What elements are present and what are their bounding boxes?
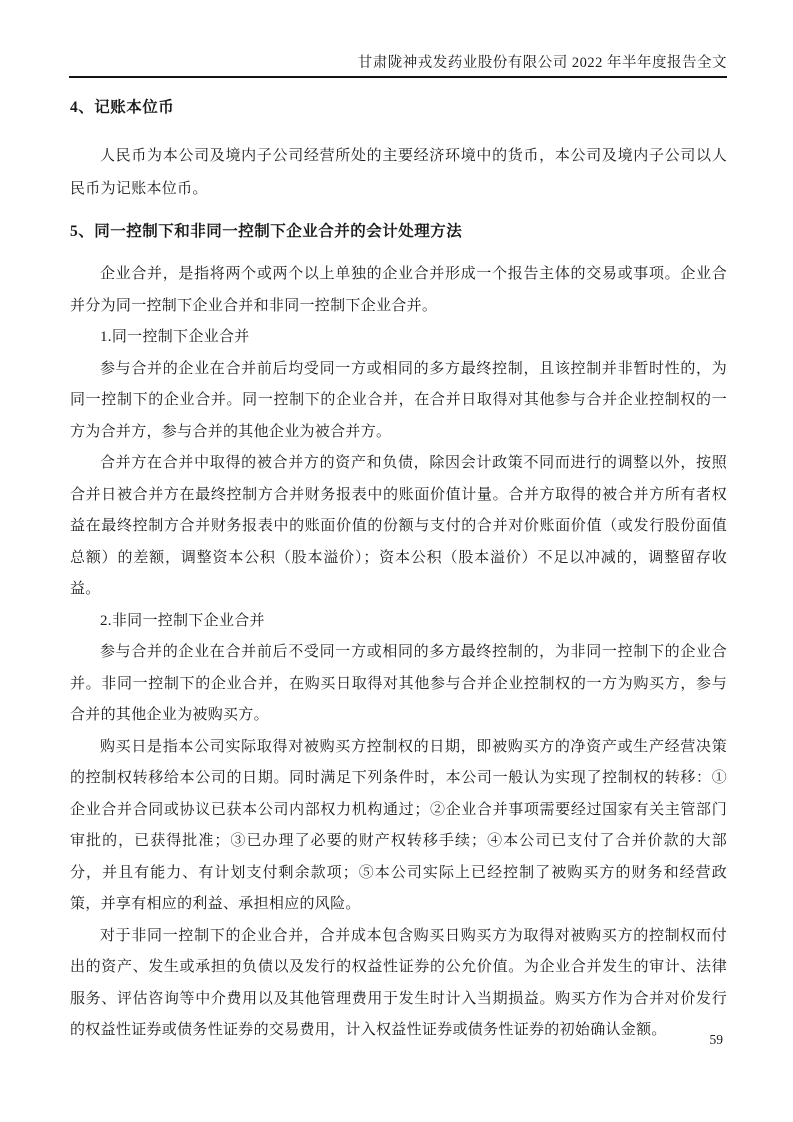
paragraph: 人民币为本公司及境内子公司经营所处的主要经济环境中的货币，本公司及境内子公司以人民币为记账本位币。 bbox=[70, 148, 727, 197]
paragraph: 参与合并的企业在合并前后不受同一方或相同的多方最终控制的，为非同一控制下的企业合并。非同一控制下的企业合并，在购买日取得对其他参与合并企业控制权的一方为购买方，参与合并的其他企业为被购买方。 bbox=[70, 644, 727, 723]
document-body bbox=[70, 78, 727, 1047]
section-heading-business-combination: 5、同一控制下和非同一控制下企业合并的会计处理方法 bbox=[70, 223, 463, 240]
paragraph: 购买日是指本公司实际取得对被购买方控制权的日期，即被购买方的净资产或生产经营决策的控制权转移给本公司的日期。同时满足下列条件时，本公司一般认为实现了控制权的转移：①企业合并合同或协议已获本公司内部权力机构通过；②企业合并事项需要经过国家有关主管部门审批的，已获得批准；③已办理了必要的财产权转移手续；④本公司已支付了合并价款的大部分，并且有能力、有计划支付剩余款项；⑤本公司实际上已经控制了被购买方的财务和经营政策，并享有相应的利益、承担相应的风险。 bbox=[70, 738, 727, 912]
page-header bbox=[69, 0, 727, 78]
report-title: 甘肃陇神戎发药业股份有限公司 2022 年半年度报告全文 bbox=[357, 55, 727, 71]
page-number: 59 bbox=[709, 1032, 723, 1047]
paragraph: 对于非同一控制下的企业合并，合并成本包含购买日购买方为取得对被购买方的控制权而付出的资产、发生或承担的负债以及发行的权益性证券的公允价值。为企业合并发生的审计、法律服务、评估咨询等中介费用以及其他管理费用于发生时计入当期损益。购买方作为合并对价发行的权益性证券或债务性证券的交易费用，计入权益性证券或债务性证券的初始确认金额。 bbox=[70, 927, 727, 1038]
paragraph: 合并方在合并中取得的被合并方的资产和负债，除因会计政策不同而进行的调整以外，按照合并日被合并方在最终控制方合并财务报表中的账面价值计量。合并方取得的被合并方所有者权益在最终控制方合并财务报表中的账面价值的份额与支付的合并对价账面价值（或发行股份面值总额）的差额，调整资本公积（股本溢价）；资本公积（股本溢价）不足以冲减的，调整留存收益。 bbox=[70, 455, 727, 597]
section-heading-accounting-currency: 4、记账本位币 bbox=[70, 99, 175, 116]
paragraph: 参与合并的企业在合并前后均受同一方或相同的多方最终控制，且该控制并非暂时性的，为同一控制下的企业合并。同一控制下的企业合并，在合并日取得对其他参与合并企业控制权的一方为合并方，参与合并的其他企业为被合并方。 bbox=[70, 360, 727, 440]
sub-item-non-same-control: 2.非同一控制下企业合并 bbox=[100, 612, 265, 629]
sub-item-same-control: 1.同一控制下企业合并 bbox=[100, 329, 250, 345]
paragraph: 企业合并，是指将两个或两个以上单独的企业合并形成一个报告主体的交易或事项。企业合并分为同一控制下企业合并和非同一控制下企业合并。 bbox=[70, 266, 727, 314]
